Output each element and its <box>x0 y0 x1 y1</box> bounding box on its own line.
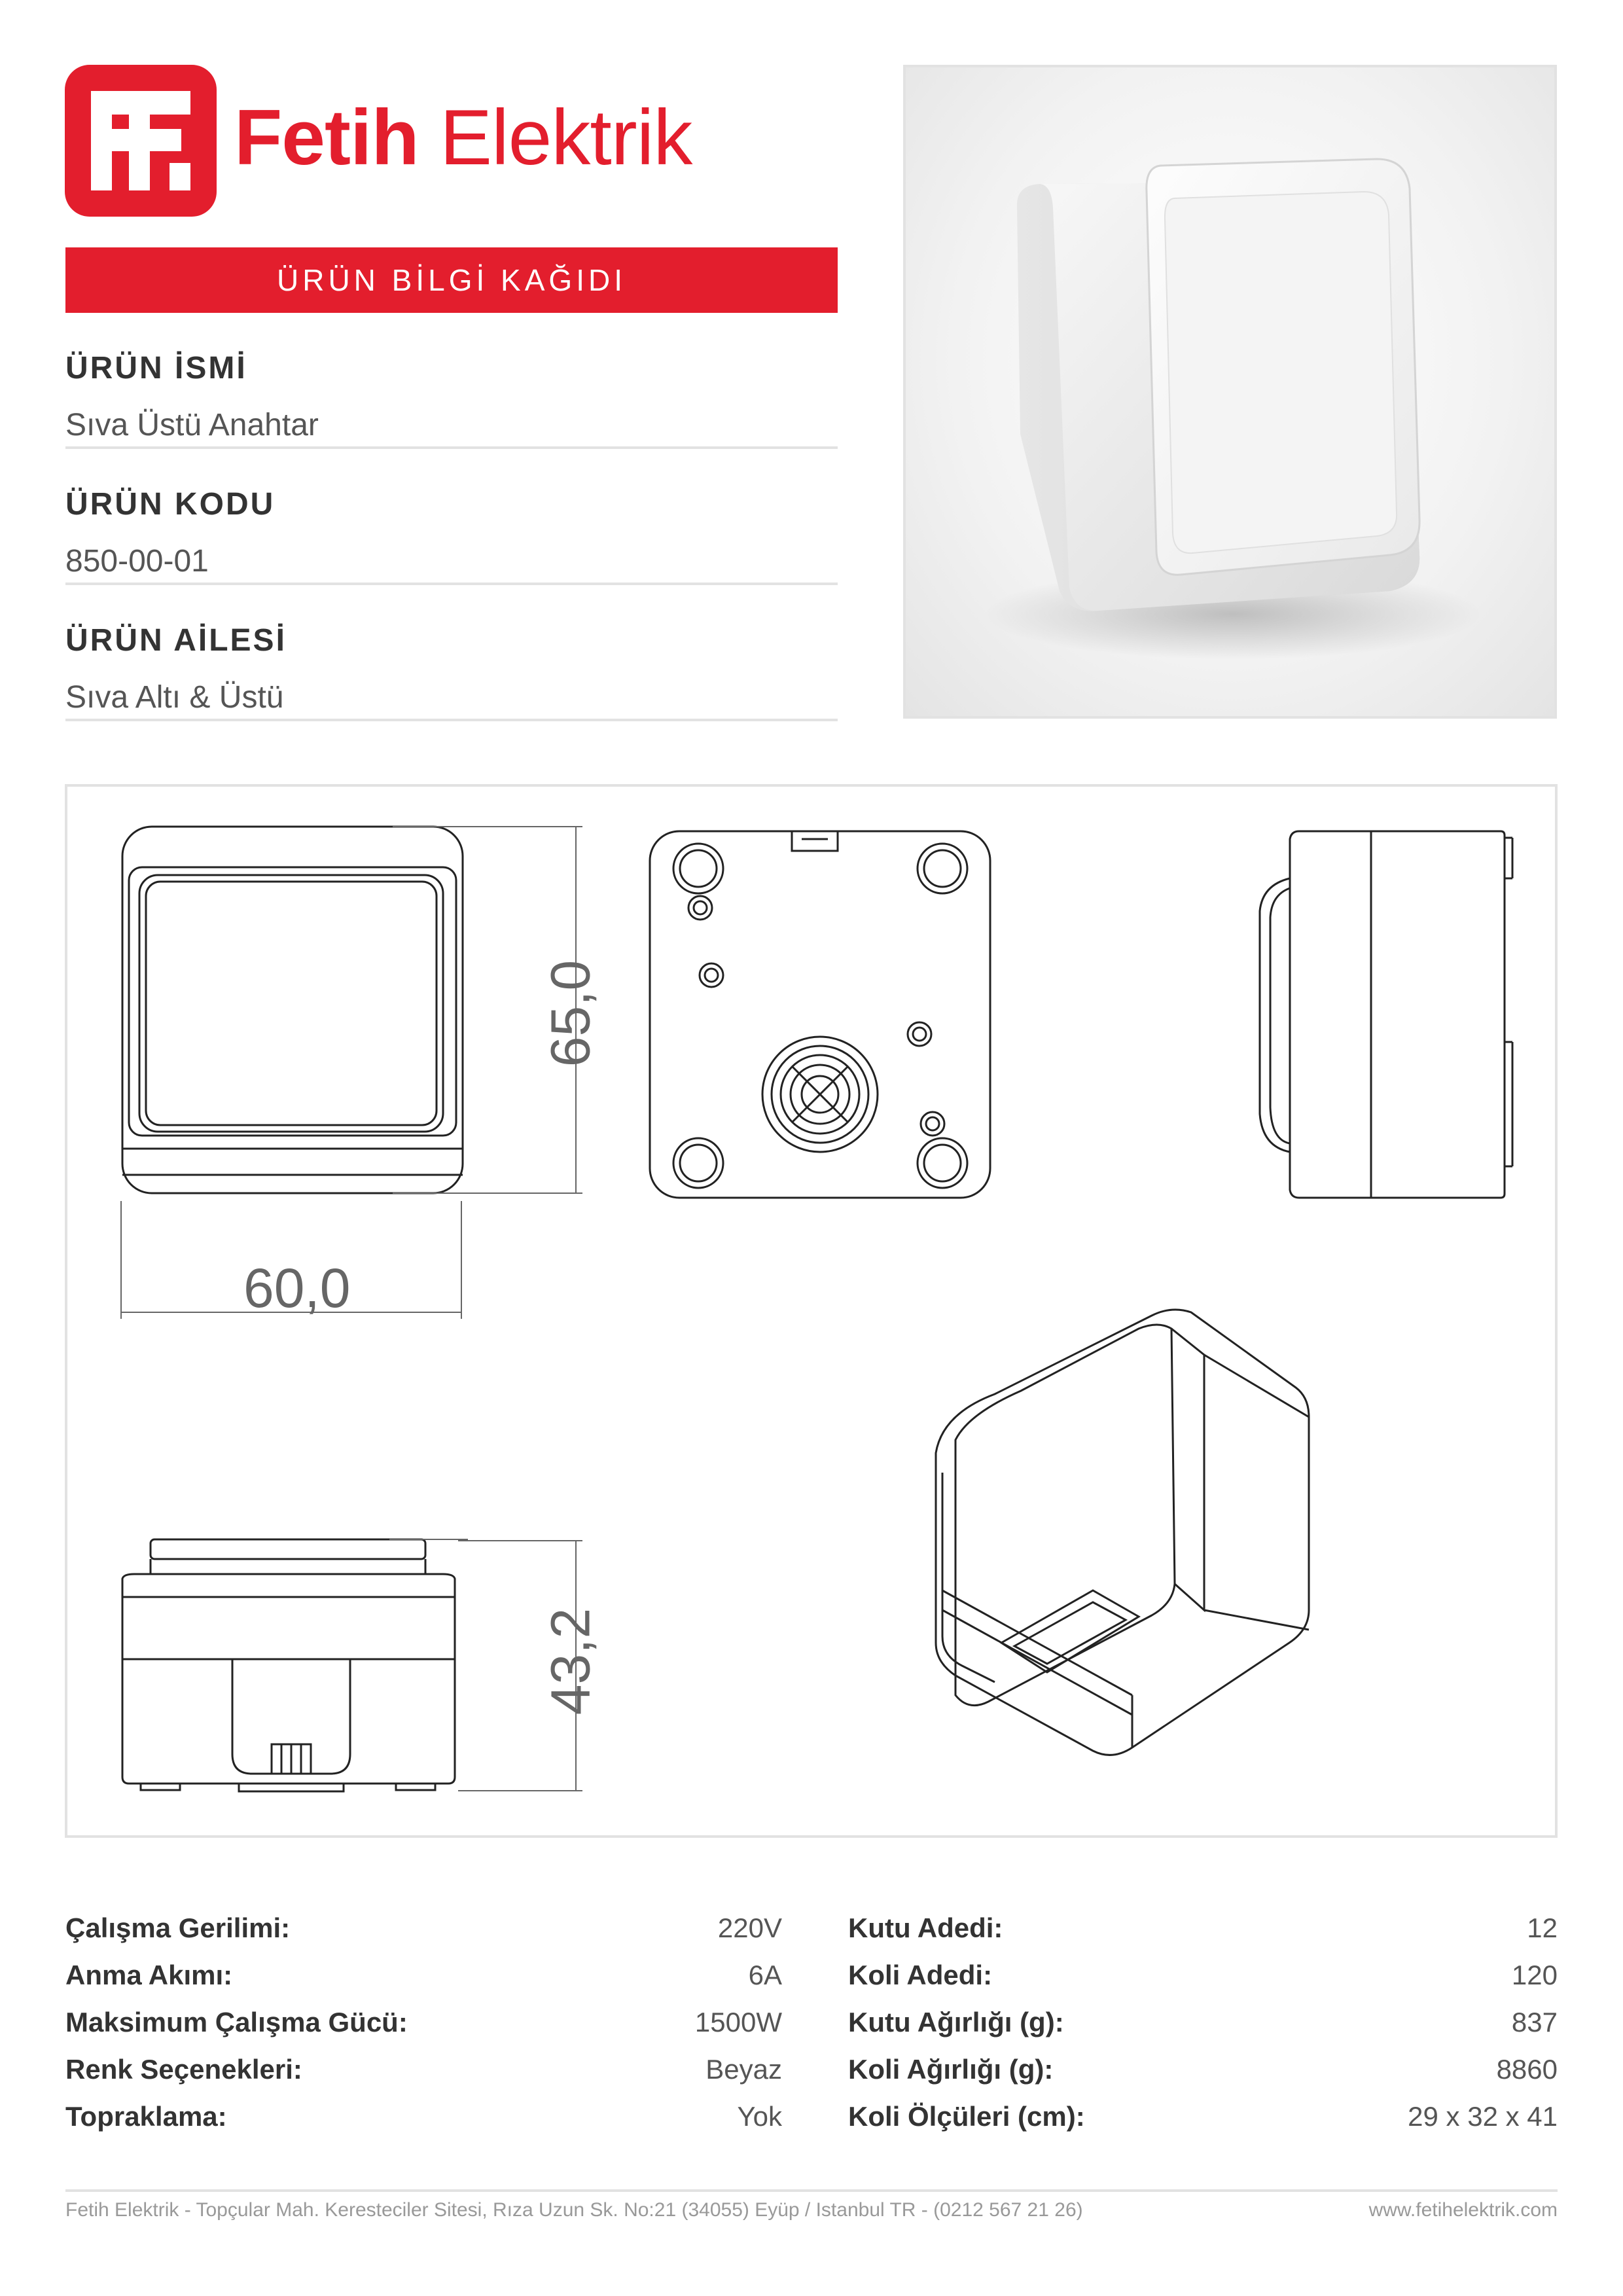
front-dimension-lines <box>118 821 589 1325</box>
spec-value: 837 <box>1511 2007 1558 2037</box>
spec-key: Anma Akımı: <box>65 1960 233 1990</box>
product-code-value: 850-00-01 <box>65 544 209 579</box>
brand-name-bold: Fetih <box>234 94 419 181</box>
product-name-label: ÜRÜN İSMİ <box>65 351 247 386</box>
divider <box>65 446 838 449</box>
divider <box>65 583 838 585</box>
spec-value: 220V <box>717 1912 782 1943</box>
brand-name <box>234 94 692 181</box>
spec-key: Topraklama: <box>65 2101 227 2132</box>
info-sheet-banner: ÜRÜN BİLGİ KAĞIDI <box>65 247 838 313</box>
spec-key: Renk Seçenekleri: <box>65 2054 302 2085</box>
spec-key: Çalışma Gerilimi: <box>65 1912 291 1943</box>
spec-key: Koli Ağırlığı (g): <box>848 2054 1054 2085</box>
spec-value: 6A <box>748 1960 782 1990</box>
rear-view-drawing <box>645 826 998 1206</box>
spec-value: 120 <box>1511 1960 1558 1990</box>
bottom-view-drawing <box>115 1532 481 1800</box>
product-photo <box>903 65 1557 719</box>
spec-value: Yok <box>737 2101 782 2132</box>
width-dimension: 60,0 <box>243 1257 351 1319</box>
spec-value: 12 <box>1527 1912 1558 1943</box>
footer-website-link[interactable]: www.fetihelektrik.com <box>1368 2199 1558 2221</box>
product-family-value: Sıva Altı & Üstü <box>65 680 284 715</box>
spec-key: Koli Ölçüleri (cm): <box>848 2101 1085 2132</box>
spec-value: 1500W <box>694 2007 782 2037</box>
spec-value: Beyaz <box>705 2054 782 2085</box>
divider <box>65 719 838 721</box>
brand-name-light: Elektrik <box>439 94 692 181</box>
spec-key: Koli Adedi: <box>848 1960 993 1990</box>
height-dimension: 65,0 <box>539 960 601 1067</box>
depth-dimension: 43,2 <box>539 1607 601 1715</box>
spec-key: Maksimum Çalışma Gücü: <box>65 2007 408 2037</box>
spec-value: 29 x 32 x 41 <box>1408 2101 1558 2132</box>
product-family-label: ÜRÜN AİLESİ <box>65 623 287 658</box>
side-view-drawing <box>1253 826 1515 1206</box>
isometric-view-drawing <box>916 1302 1329 1780</box>
brand-logo-mark <box>65 65 217 217</box>
footer-address: Fetih Elektrik - Topçular Mah. Kerestеciler Sitesi, Rıza Uzun Sk. No:21 (34055) Eyüp / Istanbul TR - (0212 567 21 26) <box>65 2199 1083 2221</box>
spec-value: 8860 <box>1496 2054 1558 2085</box>
footer-divider <box>65 2189 1558 2192</box>
spec-key: Kutu Adedi: <box>848 1912 1003 1943</box>
product-code-label: ÜRÜN KODU <box>65 487 276 522</box>
product-name-value: Sıva Üstü Anahtar <box>65 408 319 442</box>
spec-key: Kutu Ağırlığı (g): <box>848 2007 1064 2037</box>
